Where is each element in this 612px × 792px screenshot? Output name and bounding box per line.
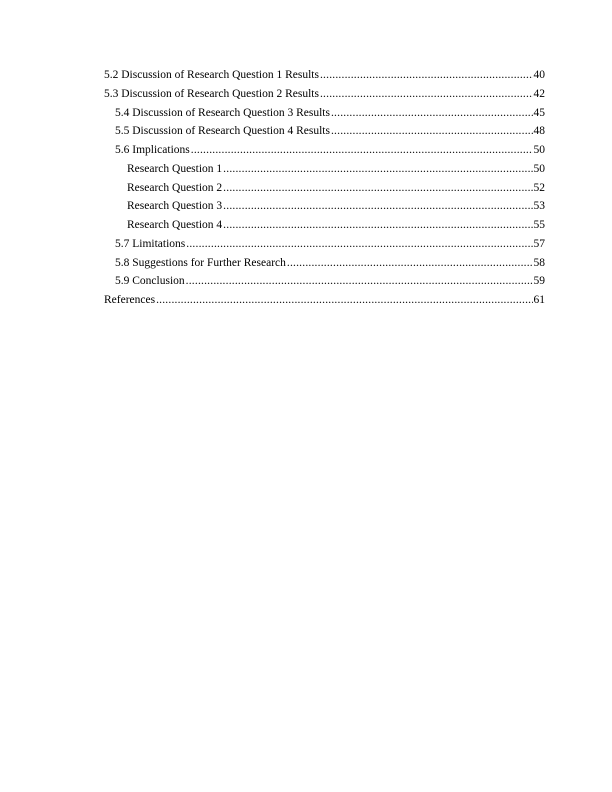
toc-entry-page-number: 52 [533,181,545,194]
toc-dot-leader [331,104,533,123]
toc-dot-leader [320,85,533,104]
toc-entry[interactable] [104,85,545,104]
toc-entry-page-number: 50 [533,144,545,156]
toc-entry-page-number: 48 [533,125,545,138]
toc-entry[interactable] [104,141,545,160]
toc-entry-title: 5.7 Limitations [115,237,186,250]
toc-entry-page-number: 59 [533,275,545,288]
toc-entry[interactable] [104,160,545,179]
toc-entry[interactable] [104,291,545,310]
toc-entry-title: 5.2 Discussion of Research Question 1 Results [104,69,319,81]
toc-entry-page-number: 57 [533,237,545,250]
toc-entry[interactable] [104,216,545,235]
toc-entry[interactable] [104,235,545,254]
toc-entry-title: 5.5 Discussion of Research Question 4 Results [115,125,330,138]
toc-entry[interactable] [104,179,545,198]
toc-dot-leader [186,235,532,254]
toc-dot-leader [223,179,532,198]
toc-entry-title: Research Question 3 [127,200,223,213]
toc-dot-leader [191,141,533,160]
toc-entry-title: References [104,294,156,306]
toc-entry-title: 5.4 Discussion of Research Question 3 Results [115,106,330,119]
toc-dot-leader [223,160,532,179]
toc-dot-leader [223,197,532,216]
toc-entry-title: 5.6 Implications [115,144,190,156]
table-of-contents [104,66,545,310]
toc-dot-leader [287,254,533,273]
toc-entry-page-number: 50 [533,162,545,175]
toc-entry-title: Research Question 2 [127,181,223,194]
toc-dot-leader [331,122,533,141]
toc-entry[interactable] [104,104,545,123]
toc-entry-page-number: 55 [533,219,545,231]
toc-entry-title: 5.8 Suggestions for Further Research [115,256,286,269]
toc-entry[interactable] [104,197,545,216]
toc-entry-title: Research Question 4 [127,219,223,231]
toc-entry[interactable] [104,122,545,141]
toc-entry-page-number: 42 [533,87,545,100]
toc-entry-page-number: 58 [533,256,545,269]
toc-dot-leader [223,216,532,235]
toc-entry[interactable] [104,272,545,291]
toc-dot-leader [186,272,533,291]
toc-entry[interactable] [104,66,545,85]
toc-entry-title: 5.9 Conclusion [115,275,185,288]
toc-entry-title: 5.3 Discussion of Research Question 2 Results [104,87,319,100]
toc-entry-page-number: 45 [533,106,545,119]
toc-entry[interactable] [104,254,545,273]
toc-dot-leader [320,66,533,85]
toc-entry-page-number: 53 [533,200,545,213]
toc-entry-title: Research Question 1 [127,162,223,175]
toc-entry-page-number: 61 [533,294,545,306]
toc-dot-leader [156,291,532,310]
toc-entry-page-number: 40 [533,69,545,81]
